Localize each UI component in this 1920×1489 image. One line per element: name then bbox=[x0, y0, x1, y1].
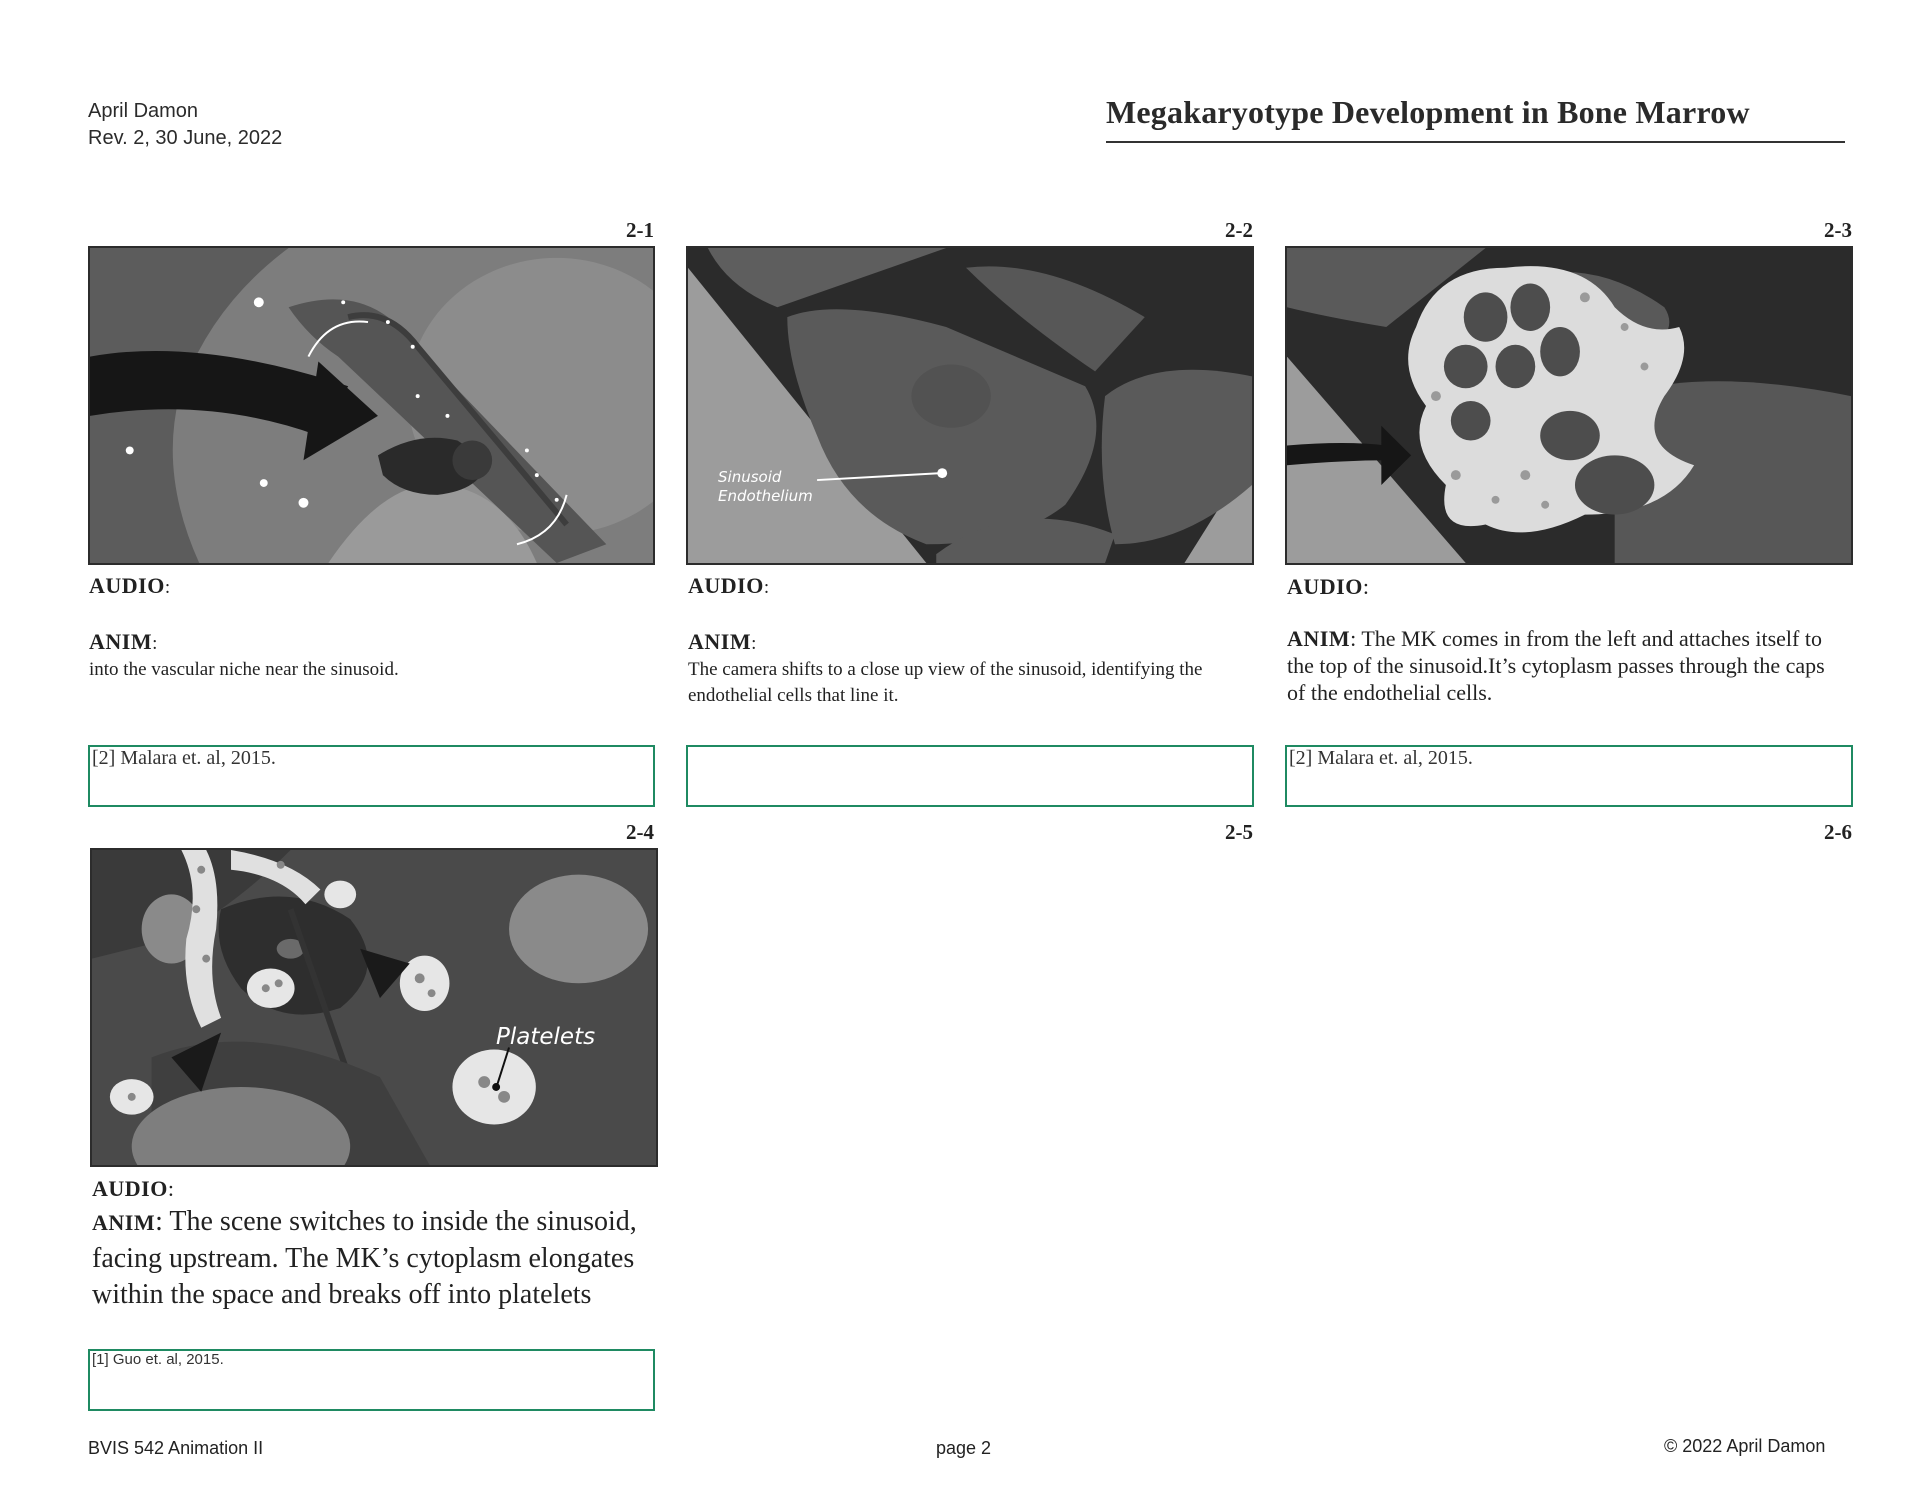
panel-notes-2-2 bbox=[688, 573, 1256, 709]
reference-box-2-2 bbox=[686, 745, 1254, 807]
page-title: Megakaryotype Development in Bone Marrow bbox=[1106, 94, 1750, 130]
title-underline bbox=[1106, 141, 1845, 143]
panel-number: 2-4 bbox=[626, 820, 654, 844]
anim-label: ANIM bbox=[92, 1210, 156, 1235]
sinusoid-endothelium-drawing bbox=[688, 248, 1252, 563]
anim-label: ANIM bbox=[1287, 626, 1351, 651]
anim-text: The scene switches to inside the sinusoid, facing upstream. The MK’s cytoplasm elongates within the space and breaks off into platelets bbox=[92, 1206, 637, 1310]
anim-label: ANIM bbox=[688, 629, 752, 654]
panel-notes-2-4 bbox=[92, 1173, 660, 1313]
audio-label: AUDIO bbox=[1287, 574, 1363, 599]
spacer bbox=[89, 601, 656, 629]
reference-box-2-3: [2] Malara et. al, 2015. bbox=[1285, 745, 1853, 807]
vascular-niche-drawing bbox=[90, 248, 653, 563]
header-author-block bbox=[88, 98, 282, 152]
footer-page-number: page 2 bbox=[936, 1438, 992, 1458]
audio-line bbox=[92, 1173, 660, 1204]
anim-line bbox=[92, 1204, 660, 1313]
audio-line bbox=[89, 573, 656, 601]
audio-label: AUDIO bbox=[89, 573, 165, 598]
label-colon: : bbox=[164, 577, 171, 598]
audio-line bbox=[688, 573, 1256, 601]
storyboard-frame-2-1 bbox=[88, 246, 655, 565]
label-colon: : bbox=[1362, 574, 1369, 599]
footer-course: BVIS 542 Animation II bbox=[88, 1438, 264, 1458]
storyboard-frame-2-3 bbox=[1285, 246, 1853, 565]
reference-box-2-1: [2] Malara et. al, 2015. bbox=[88, 745, 655, 807]
audio-line bbox=[1287, 573, 1847, 600]
annotation-line: Endothelium bbox=[718, 487, 813, 505]
panel-notes-2-1 bbox=[89, 573, 656, 683]
panel-notes-2-3 bbox=[1287, 573, 1847, 706]
anim-label: ANIM bbox=[89, 629, 153, 654]
label-colon: : bbox=[152, 633, 158, 654]
label-colon: : bbox=[763, 577, 770, 598]
panel-number: 2-5 bbox=[1225, 820, 1253, 844]
label-colon: : bbox=[1350, 626, 1357, 651]
sinusoid-endothelium-annotation bbox=[718, 468, 813, 506]
panel-number: 2-3 bbox=[1824, 218, 1852, 242]
spacer bbox=[688, 601, 1256, 629]
anim-line bbox=[1287, 625, 1847, 706]
anim-text: The camera shifts to a close up view of the sinusoid, identifying the endothelial cells that line it. bbox=[688, 659, 1203, 706]
panel-number: 2-1 bbox=[626, 218, 654, 242]
storyboard-frame-2-4 bbox=[90, 848, 658, 1167]
footer-copyright: © 2022 April Damon bbox=[1664, 1436, 1826, 1456]
reference-box-2-4: [1] Guo et. al, 2015. bbox=[88, 1349, 655, 1411]
anim-text: The MK comes in from the left and attaches itself to the top of the sinusoid.It’s cytoplasm passes through the caps of the endothelial cells. bbox=[1287, 626, 1825, 705]
author-name: April Damon bbox=[88, 100, 199, 122]
spacer bbox=[1287, 600, 1847, 625]
revision-date: Rev. 2, 30 June, 2022 bbox=[88, 127, 283, 149]
panel-number: 2-2 bbox=[1225, 218, 1253, 242]
platelets-annotation: Platelets bbox=[496, 1024, 596, 1050]
anim-line bbox=[89, 629, 656, 657]
label-colon: : bbox=[155, 1206, 163, 1237]
anim-line bbox=[688, 629, 1256, 657]
audio-label: AUDIO bbox=[92, 1176, 168, 1201]
mk-attachment-drawing bbox=[1287, 248, 1851, 563]
label-colon: : bbox=[751, 633, 757, 654]
platelet-release-drawing bbox=[92, 850, 656, 1165]
panel-number: 2-6 bbox=[1824, 820, 1852, 844]
storyboard-frame-2-2 bbox=[686, 246, 1254, 565]
anim-text: into the vascular niche near the sinusoid. bbox=[89, 659, 399, 680]
label-colon: : bbox=[167, 1176, 174, 1201]
audio-label: AUDIO bbox=[688, 573, 764, 598]
annotation-line: Sinusoid bbox=[718, 468, 782, 486]
